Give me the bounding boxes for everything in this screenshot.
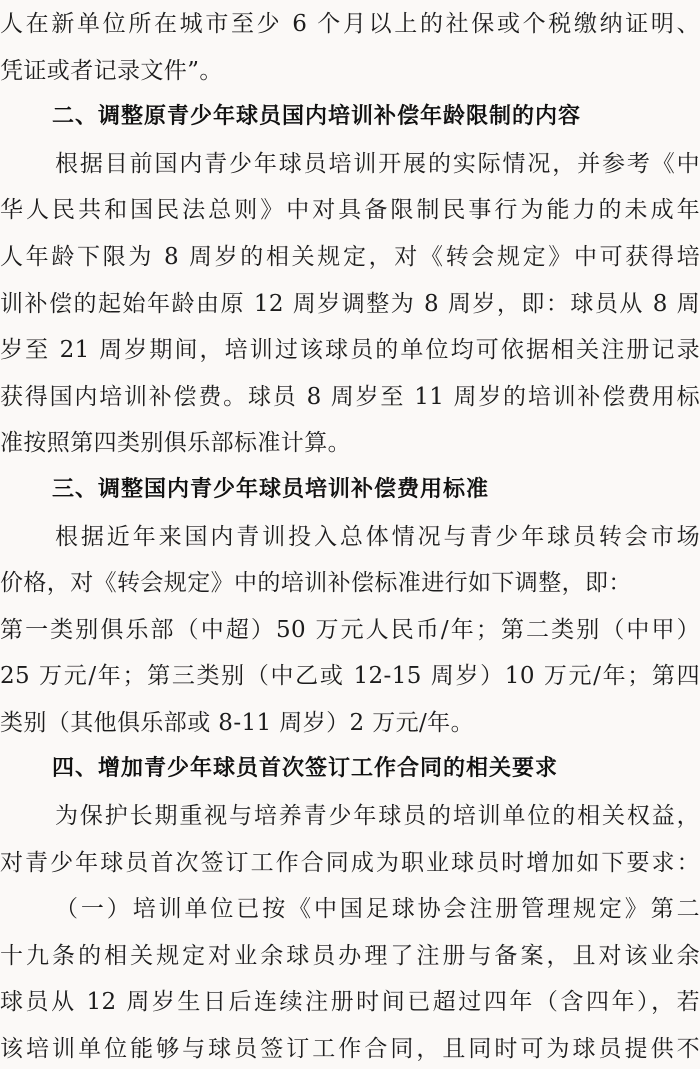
body-line: （一）培训单位已按《中国足球协会注册管理规定》第二 [55, 896, 700, 922]
body-line: 价格，对《转会规定》中的培训补偿标准进行如下调整，即： [0, 570, 632, 596]
section-heading-2: 二、调整原青少年球员国内培训补偿年龄限制的内容 [52, 104, 582, 129]
body-line: 根据目前国内青少年球员培训开展的实际情况，并参考《中 [55, 151, 700, 177]
section-heading-3: 三、调整国内青少年球员培训补偿费用标准 [52, 477, 490, 502]
body-line: 训补偿的起始年龄由原 12 周岁调整为 8 周岁，即：球员从 8 周 [0, 291, 700, 317]
body-line: 凭证或者记录文件”。 [0, 58, 223, 84]
body-line: 获得国内培训补偿费。球员 8 周岁至 11 周岁的培训补偿费用标 [0, 384, 700, 410]
body-line: 对青少年球员首次签订工作合同成为职业球员时增加如下要求： [0, 850, 700, 876]
body-line: 人在新单位所在城市至少 6 个月以上的社保或个税缴纳证明、 [0, 11, 700, 37]
body-line: 准按照第四类别俱乐部标准计算。 [0, 430, 351, 456]
body-line: 类别（其他俱乐部或 8-11 周岁）2 万元/年。 [0, 710, 474, 736]
body-line: 华人民共和国民法总则》中对具备限制民事行为能力的未成年 [0, 197, 700, 223]
section-heading-4: 四、增加青少年球员首次签订工作合同的相关要求 [52, 756, 559, 781]
body-line: 球员从 12 周岁生日后连续注册时间已超过四年（含四年），若 [0, 989, 700, 1015]
body-line: 十九条的相关规定对业余球员办理了注册与备案，且对该业余 [0, 943, 700, 969]
body-line: 岁至 21 周岁期间，培训过该球员的单位均可依据相关注册记录 [0, 337, 700, 363]
body-line: 人年龄下限为 8 周岁的相关规定，对《转会规定》中可获得培 [0, 244, 700, 270]
body-line: 25 万元/年；第三类别（中乙或 12-15 周岁）10 万元/年；第四 [0, 663, 700, 689]
body-line: 该培训单位能够与球员签订工作合同，且同时可为球员提供不 [0, 1036, 700, 1062]
body-line: 为保护长期重视与培养青少年球员的培训单位的相关权益， [55, 803, 700, 829]
body-line: 根据近年来国内青训投入总体情况与青少年球员转会市场 [55, 524, 700, 550]
body-line: 第一类别俱乐部（中超）50 万元人民币/年；第二类别（中甲） [0, 617, 700, 643]
